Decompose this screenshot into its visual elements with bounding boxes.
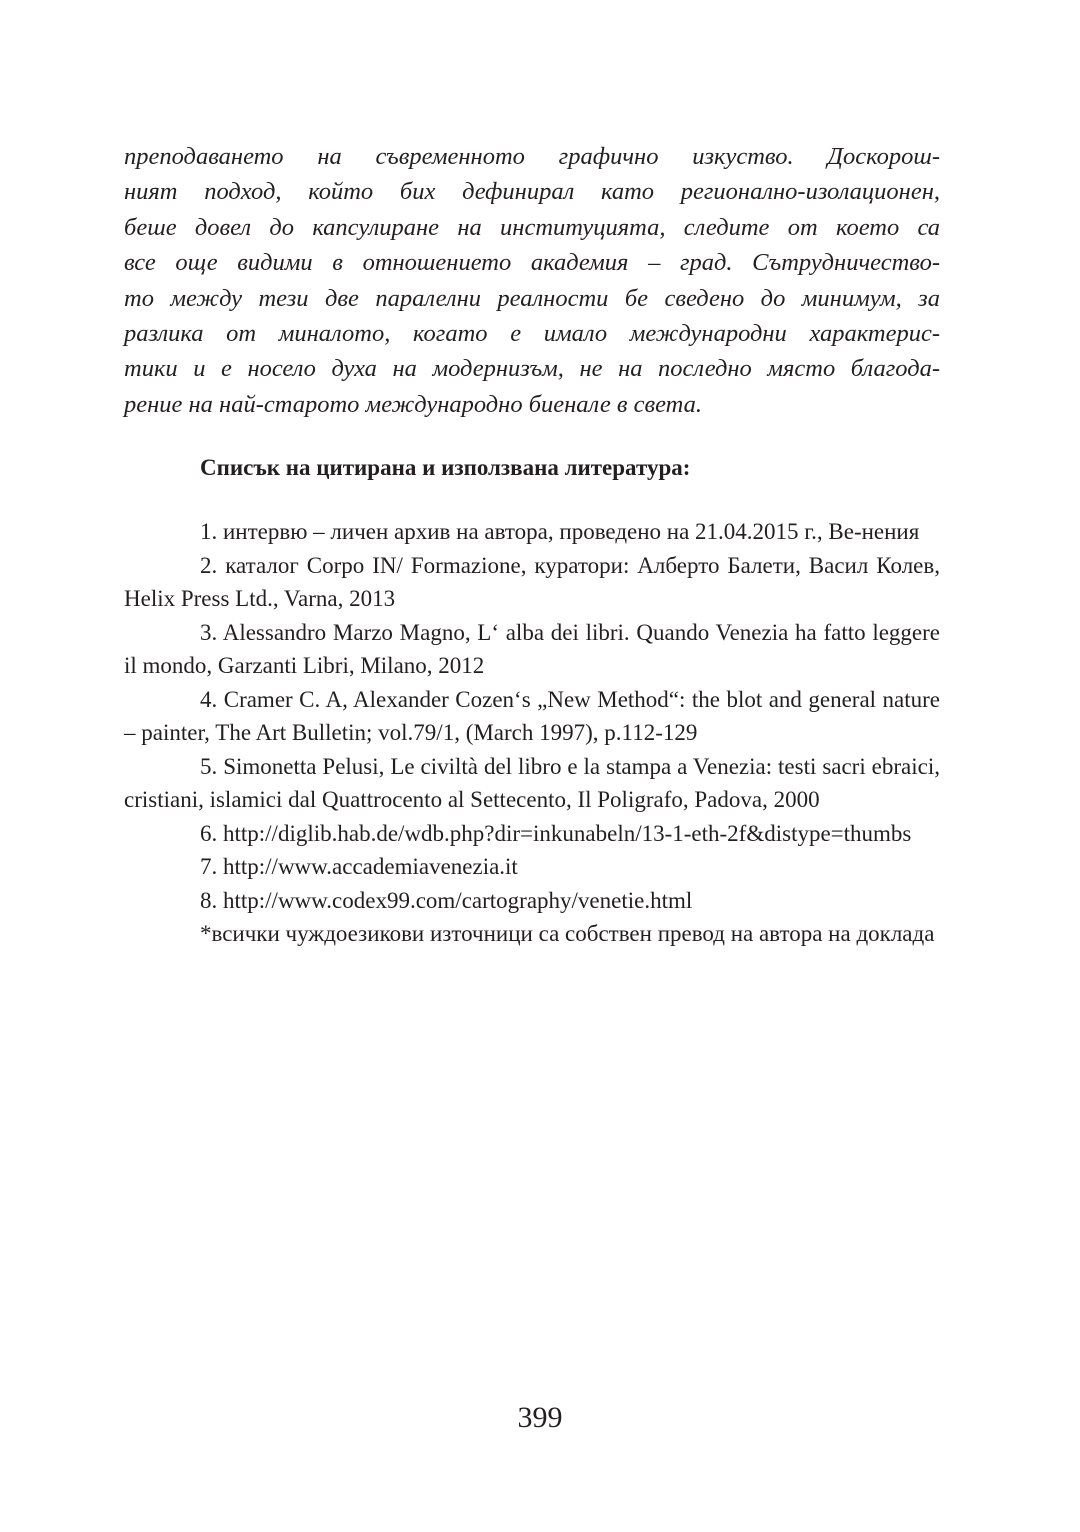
body-line: то между тези две паралелни реалности бе сведено до минимум, за	[124, 284, 940, 312]
reference-item: 8. http://www.codex99.com/cartography/venetie.html	[200, 887, 693, 913]
body-line: тики и е носело духа на модернизъм, не на последно място благода-	[124, 355, 940, 383]
reference-item: 3. Alessandro Marzo Magno, L‘ alba dei libri. Quando Venezia ha fatto leggere il mondo, Garzanti Libri, Milano, 2012	[124, 619, 940, 678]
reference-footnote: *всички чуждоезикови източници са собствен превод на автора на доклада	[200, 921, 935, 946]
text-column	[124, 139, 940, 946]
reference-item: 5. Simonetta Pelusi, Le civiltà del libro e la stampa a Venezia: testi sacri ebraici, cristiani, islamici dal Quattrocento al Settecento, Il Poligrafo, Padova, 2000	[124, 753, 940, 812]
reference-item: 1. интервю – личен архив на автора, проведено на 21.04.2015 г., Ве-нения	[200, 519, 920, 544]
body-line: все още видими в отношението академия – град. Сътрудничество-	[124, 249, 940, 277]
page-number: 399	[517, 1401, 563, 1434]
reference-list	[124, 515, 940, 951]
reference-item: 7. http://www.accademiavenezia.it	[200, 854, 518, 879]
body-line: разлика от миналото, когато е имало международни характерис-	[124, 320, 940, 348]
reference-item: 2. каталог Corpo IN/ Formazione, куратори: Алберто Балети, Васил Колев, Helix Press Ltd., Varna, 2013	[124, 552, 940, 611]
body-paragraph	[124, 139, 940, 422]
body-line: рение на най-старото международно биенале в света.	[124, 390, 703, 418]
reference-item: 6. http://diglib.hab.de/wdb.php?dir=inkunabeln/13-1-eth-2f&distype=thumbs	[200, 820, 912, 846]
body-line: беше довел до капсулиране на институцията, следите от което са	[124, 213, 940, 241]
body-line: преподаването на съвременното графично изкуство. Доскорош-	[124, 143, 940, 170]
reference-item: 4. Cramer C. A, Alexander Cozen‘s „New Method“: the blot and general nature – painter, The Art Bulletin; vol.79/1, (March 1997), p.112-129	[124, 686, 940, 745]
references-heading: Списък на цитирана и използвана литература:	[200, 455, 691, 480]
body-line: ният подход, който бих дефинирал като регионално-изолационен,	[124, 178, 940, 206]
